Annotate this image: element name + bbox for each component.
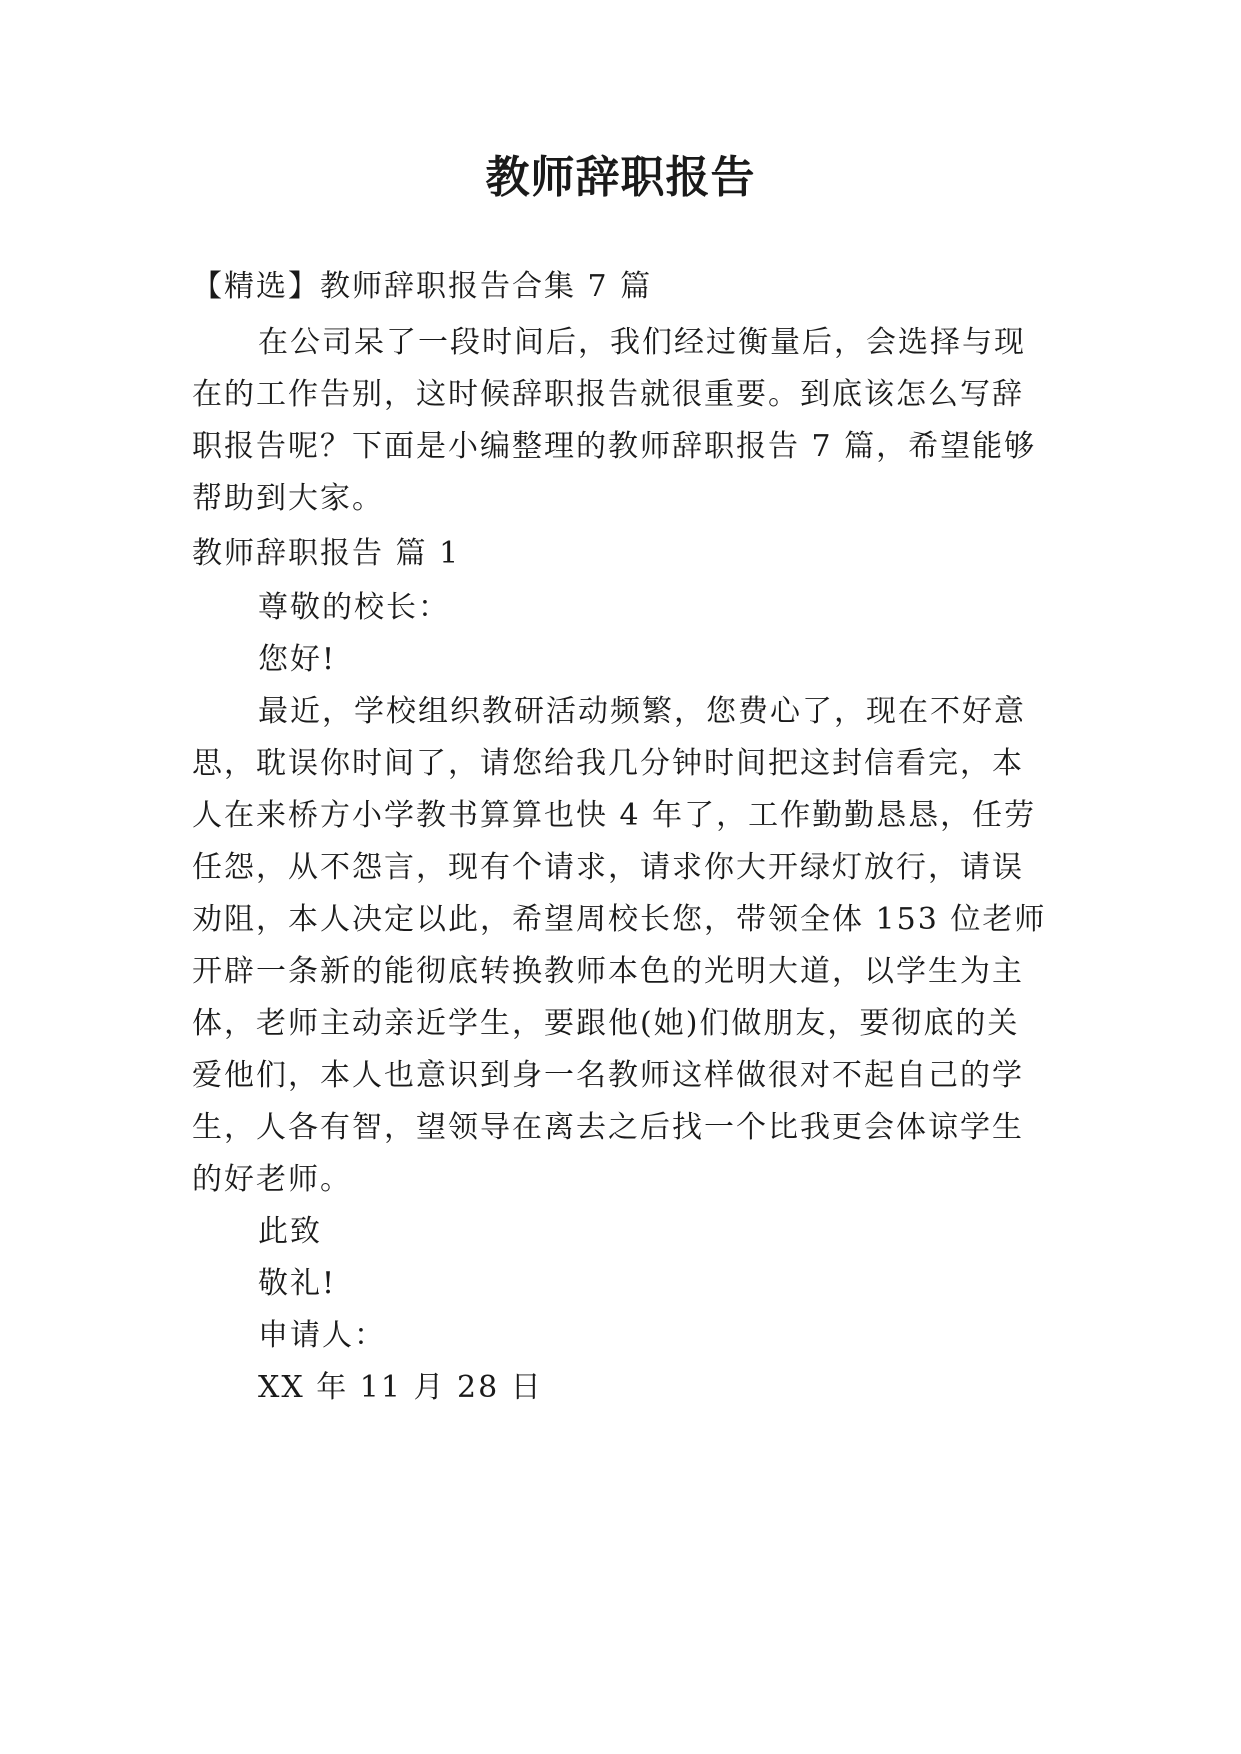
body-line: 思，耽误你时间了，请您给我几分钟时间把这封信看完，本 [192, 746, 1024, 781]
body-line: 体，老师主动亲近学生，要跟他(她)们做朋友，要彻底的关 [192, 1006, 1020, 1041]
intro-line: 在公司呆了一段时间后，我们经过衡量后，会选择与现 [258, 325, 1026, 360]
intro-line: 职报告呢？下面是小编整理的教师辞职报告 7 篇，希望能够 [192, 429, 1037, 464]
salutation-line: 尊敬的校长： [258, 590, 450, 625]
intro-line: 帮助到大家。 [192, 481, 384, 516]
body-line: 开辟一条新的能彻底转换教师本色的光明大道，以学生为主 [192, 954, 1024, 989]
section-heading: 教师辞职报告 篇 1 [192, 536, 461, 571]
body-line: 任怨，从不怨言，现有个请求，请求你大开绿灯放行，请误 [192, 850, 1024, 885]
intro-line: 在的工作告别，这时候辞职报告就很重要。到底该怎么写辞 [192, 377, 1024, 412]
greeting-line: 您好! [258, 642, 337, 677]
applicant-line: 申请人： [258, 1318, 386, 1353]
body-line: 最近，学校组织教研活动频繁，您费心了，现在不好意 [258, 694, 1026, 729]
body-line: 劝阻，本人决定以此，希望周校长您，带领全体 153 位老师 [192, 902, 1047, 937]
body-line: 人在来桥方小学教书算算也快 4 年了，工作勤勤恳恳，任劳 [192, 798, 1037, 833]
closing-line: 此致 [258, 1214, 322, 1249]
date-line: XX 年 11 月 28 日 [258, 1370, 543, 1405]
body-line: 的好老师。 [192, 1162, 352, 1197]
document-title: 教师辞职报告 [485, 152, 756, 203]
body-line: 生，人各有智，望领导在离去之后找一个比我更会体谅学生 [192, 1110, 1024, 1145]
body-line: 爱他们，本人也意识到身一名教师这样做很对不起自己的学 [192, 1058, 1024, 1093]
subtitle-line: 【精选】教师辞职报告合集 7 篇 [192, 269, 653, 304]
closing-line: 敬礼! [258, 1266, 337, 1301]
